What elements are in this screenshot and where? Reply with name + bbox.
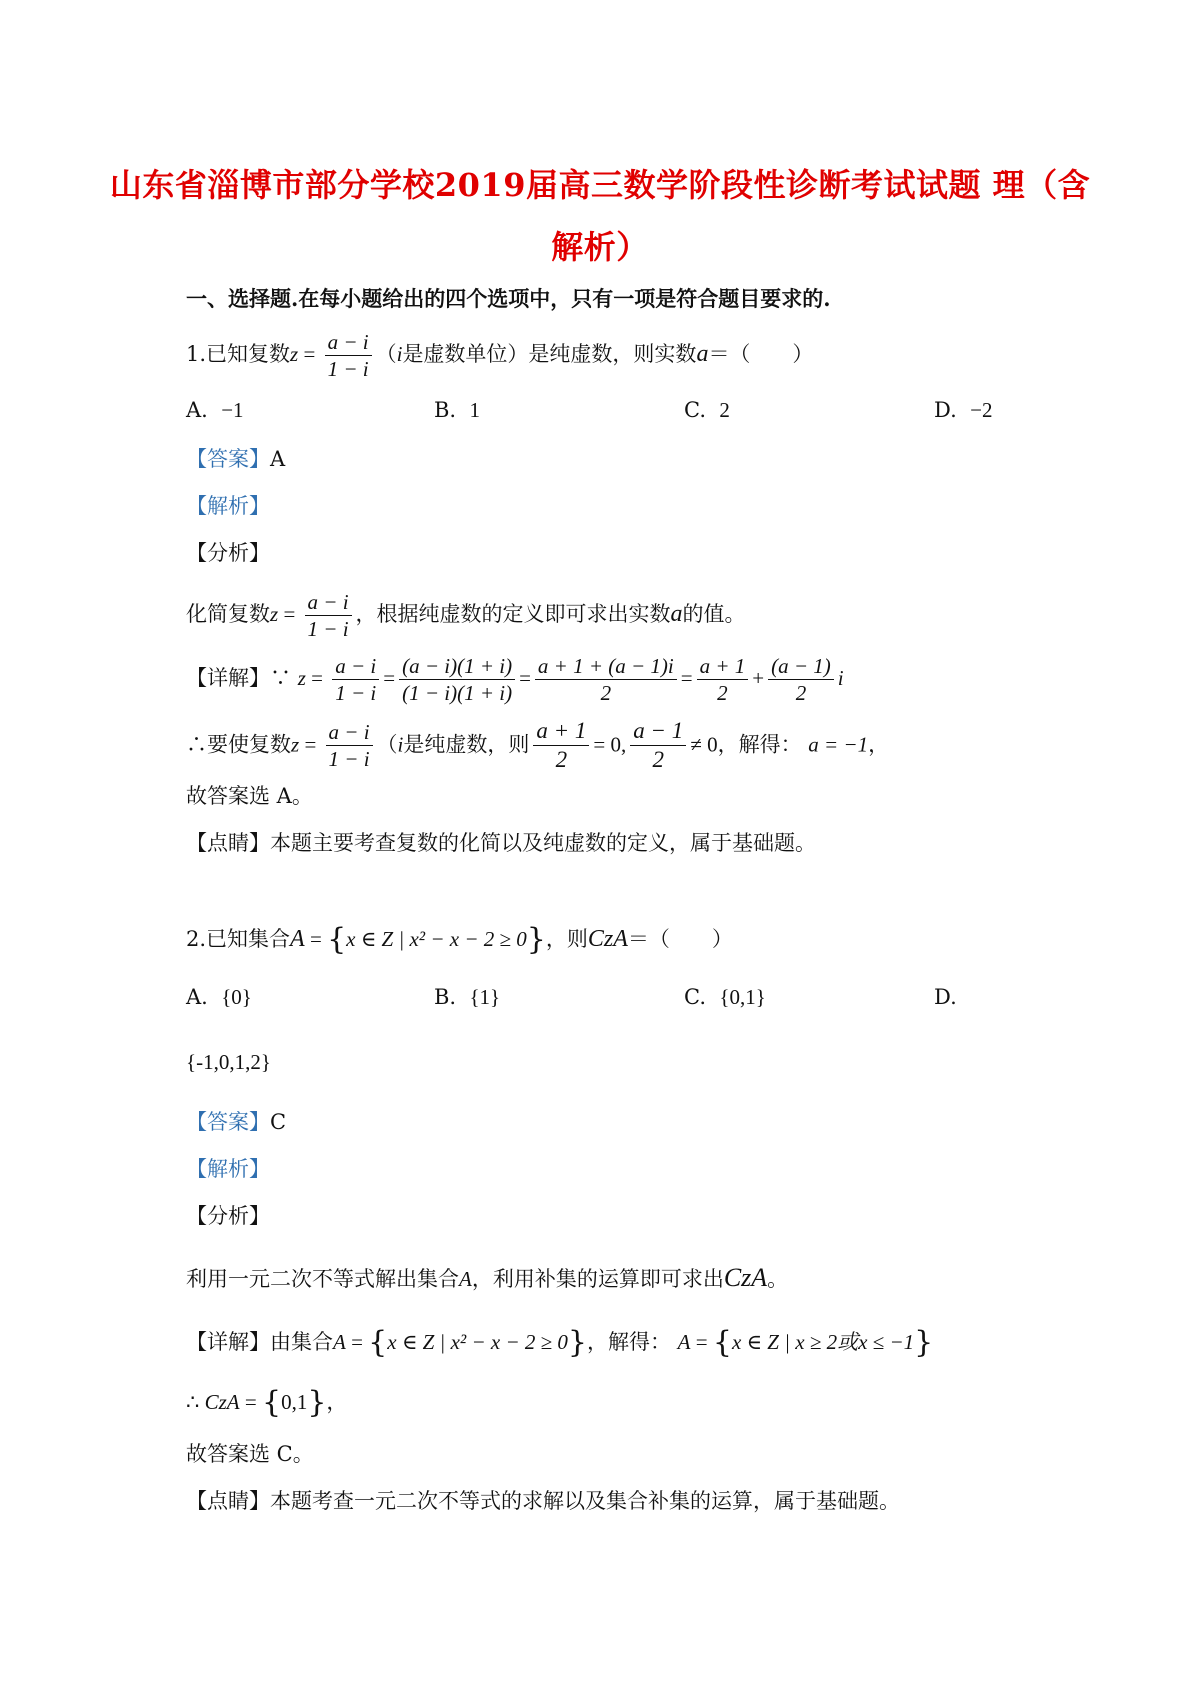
final-answer-line: 故答案选 C。 <box>186 1442 314 1466</box>
summary-line: 【点睛】本题主要考查复数的化简以及纯虚数的定义，属于基础题。 <box>186 831 816 855</box>
option-c: C. {0,1} <box>684 985 766 1009</box>
option-a: A. −1 <box>186 398 244 422</box>
option-b: B. {1} <box>434 985 501 1009</box>
question-1-stem: 1.已知复数z = $\frac{a - i}{1 - i}$ （i是虚数单位）是纯虚数，则实数a＝（ ） <box>186 330 814 382</box>
document-title: 山东省淄博市部分学校2019届高三数学阶段性诊断考试试题 理（含 <box>109 166 1091 204</box>
jiexi-label: 【解析】 <box>186 494 270 518</box>
option-d-letter: D. <box>934 985 957 1009</box>
detail-line: 【详解】∵ z = $\frac{a - i}{1 - i}$ = $\frac{(a - i)(1 + i)}{(1 - i)(1 + i)}$ = $\frac{a + 1 + (a - 1)i}{2}$ = $\frac{a + 1}{2}$ + $\frac{(a - 1)}{2}$ i <box>186 654 844 706</box>
jiexi-label: 【解析】 <box>186 1157 270 1181</box>
option-c: C. 2 <box>684 398 730 422</box>
var-z: z <box>290 342 299 367</box>
document-title-continued: 解析） <box>551 228 649 266</box>
detail-line: 【详解】由集合A = {x ∈ Z | x² − x − 2 ≥ 0}，解得： A = {x ∈ Z | x ≥ 2或x ≤ −1} <box>186 1325 934 1360</box>
therefore-line: ∴要使复数z = $\frac{a - i}{1 - i}$ （i是纯虚数，则 $\frac{a + 1}{2}$ = 0, $\frac{a - 1}{2}$ ≠ 0，解得： a = −1， <box>186 718 890 773</box>
option-d: D. −2 <box>934 398 993 422</box>
option-d-value: {-1,0,1,2} <box>186 1050 271 1074</box>
analysis-line: 化简复数z = $\frac{a - i}{1 - i}$ ，根据纯虚数的定义即可求出实数a的值。 <box>186 590 746 642</box>
fraction: $\frac{a - i}{1 - i}$ <box>325 330 372 381</box>
fenxi-label: 【分析】 <box>186 541 270 565</box>
section-heading: 一、选择题.在每小题给出的四个选项中，只有一项是符合题目要求的. <box>186 286 831 311</box>
option-a: A. {0} <box>186 985 252 1009</box>
question-2-stem: 2.已知集合A = {x ∈ Z | x² − x − 2 ≥ 0}，则CzA＝（ ） <box>186 922 733 957</box>
var-a: a <box>696 341 709 368</box>
summary-line: 【点睛】本题考查一元二次不等式的求解以及集合补集的运算，属于基础题。 <box>186 1489 900 1513</box>
answer-line: 【答案】A <box>186 447 286 471</box>
analysis-line: 利用一元二次不等式解出集合A，利用补集的运算即可求出CzA。 <box>186 1263 789 1292</box>
answer-line: 【答案】C <box>186 1110 287 1134</box>
option-b: B. 1 <box>434 398 480 422</box>
question-number: 1. <box>186 342 207 367</box>
fenxi-label: 【分析】 <box>186 1204 270 1228</box>
final-answer-line: 故答案选 A。 <box>186 784 313 808</box>
therefore-line: ∴ CzA = {0,1}， <box>186 1385 348 1420</box>
stem-text: 已知复数 <box>206 342 291 367</box>
equals-sign: = <box>298 342 321 367</box>
